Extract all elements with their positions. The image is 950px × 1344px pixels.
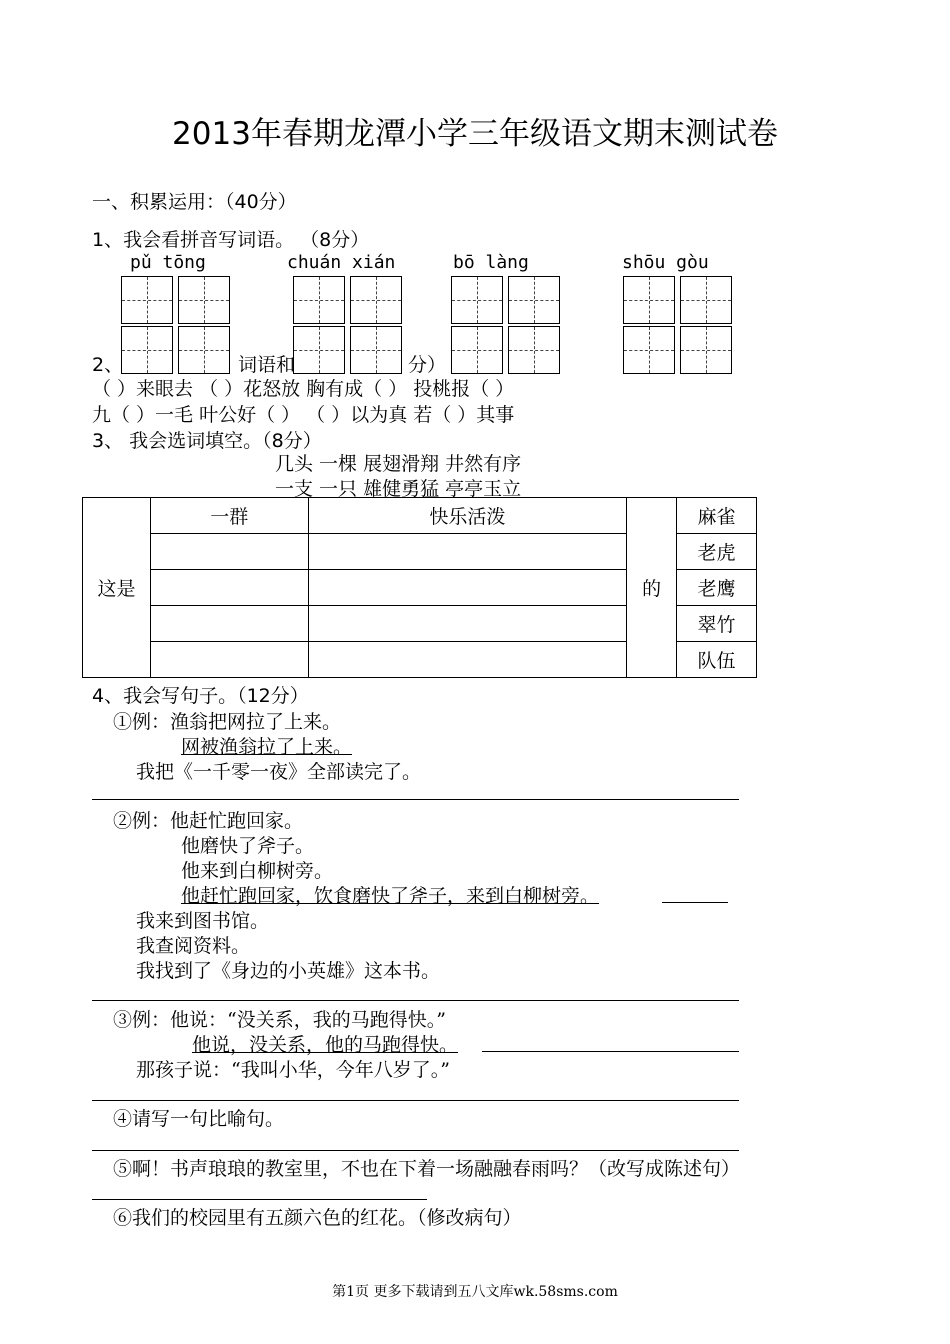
- underline-extension: [482, 1051, 739, 1052]
- s2-line-2: 他磨快了斧子。: [181, 835, 315, 857]
- noun-cell: 老鹰: [677, 570, 757, 606]
- writing-box[interactable]: [178, 326, 230, 374]
- q4-heading: 4、我会写句子。（12分）: [92, 685, 309, 707]
- adjective-blank[interactable]: [308, 534, 626, 570]
- s1-task: 我把《一千零一夜》全部读完了。: [136, 761, 422, 783]
- pinyin-4: shōu gòu: [622, 252, 709, 273]
- writing-box[interactable]: [121, 276, 173, 324]
- q2-heading-left: 2、: [92, 354, 124, 376]
- adjective-cell: 快乐活泼: [308, 498, 626, 534]
- writing-box[interactable]: [680, 326, 732, 374]
- s3-example: ③例：他说：“没关系，我的马跑得快。”: [113, 1009, 446, 1031]
- answer-line[interactable]: [92, 1150, 739, 1151]
- noun-cell: 麻雀: [677, 498, 757, 534]
- underline-extension: [662, 902, 728, 903]
- q1-heading: 1、我会看拼音写词语。 （8分）: [92, 229, 370, 251]
- measure-blank[interactable]: [150, 606, 308, 642]
- writing-box[interactable]: [680, 276, 732, 324]
- section-heading: 一、积累运用：（40分）: [92, 191, 297, 213]
- word-select-table: [82, 497, 757, 678]
- q3-words-row-1: 几头 一棵 展翅滑翔 井然有序: [275, 453, 522, 475]
- writing-box[interactable]: [451, 326, 503, 374]
- q3-words-row-2: 一支 一只 雄健勇猛 亭亭玉立: [275, 478, 522, 500]
- s2-task-3: 我找到了《身边的小英雄》这本书。: [136, 960, 441, 982]
- pinyin-3: bō làng: [453, 252, 529, 273]
- s3-answer: 他说，没关系，他的马跑得快。: [192, 1034, 459, 1056]
- noun-cell: 队伍: [677, 642, 757, 678]
- writing-box[interactable]: [293, 276, 345, 324]
- writing-box[interactable]: [178, 276, 230, 324]
- measure-blank[interactable]: [150, 642, 308, 678]
- q2-heading-mid: 词语和: [238, 354, 296, 376]
- q3-heading: 3、 我会选词填空。（8分）: [92, 430, 322, 452]
- answer-line[interactable]: [92, 1100, 739, 1101]
- s2-example: ②例：他赶忙跑回家。: [113, 810, 304, 832]
- page-title: 2013年春期龙潭小学三年级语文期末测试卷: [172, 116, 778, 152]
- answer-line[interactable]: [92, 1000, 739, 1001]
- s6-task: ⑥我们的校园里有五颜六色的红花。（修改病句）: [113, 1207, 522, 1229]
- measure-blank[interactable]: [150, 570, 308, 606]
- s2-line-3: 他来到白柳树旁。: [181, 860, 334, 882]
- noun-cell: 老虎: [677, 534, 757, 570]
- q2-row-1: （ ）来眼去 （ ）花怒放 胸有成（ ） 投桃报（ ）: [92, 378, 515, 400]
- zheshi-cell: 这是: [83, 498, 151, 678]
- writing-box[interactable]: [623, 326, 675, 374]
- page-footer: 第1页 更多下载请到五八文库wk.58sms.com: [332, 1284, 618, 1300]
- measure-blank[interactable]: [150, 534, 308, 570]
- writing-box[interactable]: [350, 326, 402, 374]
- writing-box[interactable]: [293, 326, 345, 374]
- answer-line[interactable]: [92, 799, 739, 800]
- writing-box[interactable]: [508, 276, 560, 324]
- s3-task: 那孩子说：“我叫小华，今年八岁了。”: [136, 1059, 450, 1081]
- answer-line[interactable]: [92, 1199, 427, 1200]
- writing-box[interactable]: [121, 326, 173, 374]
- writing-box[interactable]: [350, 276, 402, 324]
- writing-box[interactable]: [508, 326, 560, 374]
- s1-example: ①例：渔翁把网拉了上来。: [113, 711, 342, 733]
- s5-task: ⑤啊！书声琅琅的教室里，不也在下着一场融融春雨吗？（改写成陈述句）: [113, 1158, 741, 1180]
- s2-task-1: 我来到图书馆。: [136, 910, 270, 932]
- measure-cell: 一群: [150, 498, 308, 534]
- de-cell: 的: [627, 498, 677, 678]
- noun-cell: 翠竹: [677, 606, 757, 642]
- q2-heading-right: 分）: [408, 354, 447, 376]
- pinyin-1: pǔ tōng: [130, 252, 206, 273]
- s2-answer: 他赶忙跑回家，饮食磨快了斧子，来到白柳树旁。: [181, 885, 600, 907]
- adjective-blank[interactable]: [308, 570, 626, 606]
- writing-box[interactable]: [451, 276, 503, 324]
- pinyin-2: chuán xián: [287, 252, 396, 273]
- s2-task-2: 我查阅资料。: [136, 935, 251, 957]
- q2-row-2: 九（ ）一毛 叶公好（ ） （ ）以为真 若（ ）其事: [92, 404, 515, 426]
- writing-box[interactable]: [623, 276, 675, 324]
- s4-task: ④请写一句比喻句。: [113, 1108, 285, 1130]
- s1-answer: 网被渔翁拉了上来。: [181, 736, 353, 758]
- adjective-blank[interactable]: [308, 606, 626, 642]
- adjective-blank[interactable]: [308, 642, 626, 678]
